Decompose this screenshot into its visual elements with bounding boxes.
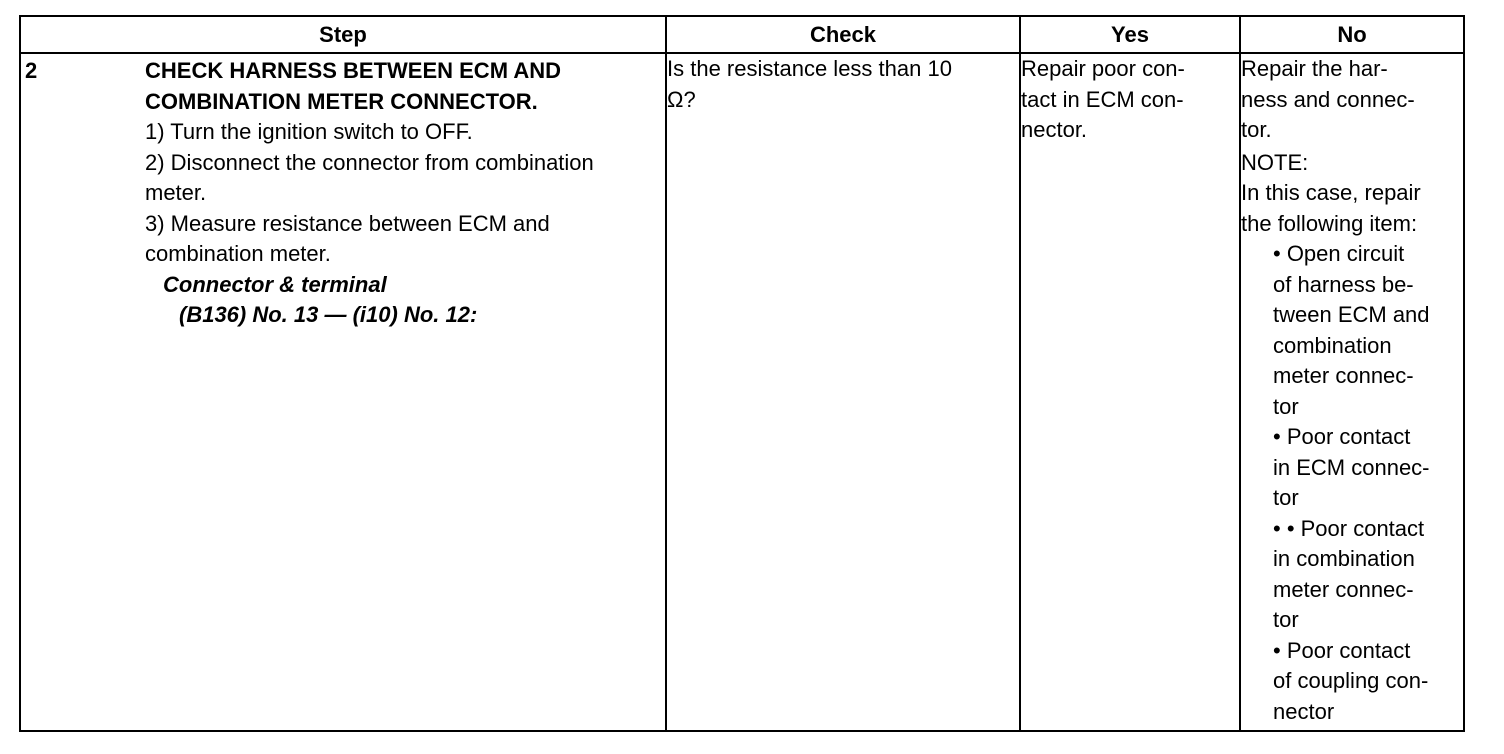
no-line1: Repair the har- xyxy=(1241,56,1388,81)
bullet-1-line5: meter connec- xyxy=(1273,363,1414,388)
yes-line1: Repair poor con- xyxy=(1021,56,1185,81)
yes-cell xyxy=(1020,53,1240,731)
step-cell xyxy=(20,53,666,731)
bullet-3-line2: in combination xyxy=(1273,546,1415,571)
connector-label: Connector & terminal xyxy=(163,271,387,297)
check-line2: Ω? xyxy=(667,86,696,112)
step-title-line2: COMBINATION METER CONNECTOR. xyxy=(145,88,538,114)
bullet-3-line3: meter connec- xyxy=(1273,576,1414,602)
bullet-4-line3: nector xyxy=(1273,698,1335,724)
bullet-1-line6: tor xyxy=(1273,393,1299,419)
check-cell xyxy=(666,53,1020,731)
table-row xyxy=(20,53,1464,731)
connector-value: (B136) No. 13 — (i10) No. 12: xyxy=(179,302,478,327)
instruction-1: 1) Turn the ignition switch to OFF. xyxy=(145,119,473,144)
no-line3: tor. xyxy=(1241,117,1272,142)
instruction-3-line1: 3) Measure resistance between ECM and xyxy=(145,210,550,236)
bullet-2-line2: in ECM connec- xyxy=(1273,454,1430,480)
header-yes: Yes xyxy=(1020,16,1240,53)
bullet-1-line2: of harness be- xyxy=(1273,271,1414,297)
instruction-2-line2: meter. xyxy=(145,180,207,205)
instruction-3-line2: combination meter. xyxy=(145,241,331,266)
step-number: 2 xyxy=(25,58,38,83)
bullet-3-line1: • • Poor contact xyxy=(1273,515,1425,541)
yes-line2: tact in ECM con- xyxy=(1021,86,1184,112)
yes-line3: nector. xyxy=(1021,117,1088,142)
header-step: Step xyxy=(20,16,666,53)
bullet-4-line2: of coupling con- xyxy=(1273,668,1429,693)
no-line2: ness and connec- xyxy=(1241,86,1415,112)
bullet-1-line4: combination xyxy=(1273,332,1392,358)
header-no: No xyxy=(1240,16,1464,53)
note-line2: the following item: xyxy=(1241,210,1418,236)
bullet-2-line1: • Poor contact xyxy=(1273,424,1411,449)
header-check: Check xyxy=(666,16,1020,53)
diagnostic-table xyxy=(19,15,1465,732)
note-line1: In this case, repair xyxy=(1241,180,1421,205)
bullet-2-line3: tor xyxy=(1273,485,1299,510)
step-title-line1: CHECK HARNESS BETWEEN ECM AND xyxy=(145,58,561,83)
bullet-4-line1: • Poor contact xyxy=(1273,637,1411,663)
bullet-1-line1: • Open circuit xyxy=(1273,241,1405,266)
no-cell xyxy=(1240,53,1464,731)
check-line1: Is the resistance less than 10 xyxy=(667,56,952,81)
header-row xyxy=(20,16,1464,53)
bullet-1-line3: tween ECM and xyxy=(1273,302,1430,327)
bullet-3-line4: tor xyxy=(1273,607,1299,632)
instruction-2-line1: 2) Disconnect the connector from combination xyxy=(145,149,594,175)
note-label: NOTE: xyxy=(1241,149,1309,175)
step-body xyxy=(145,56,657,331)
